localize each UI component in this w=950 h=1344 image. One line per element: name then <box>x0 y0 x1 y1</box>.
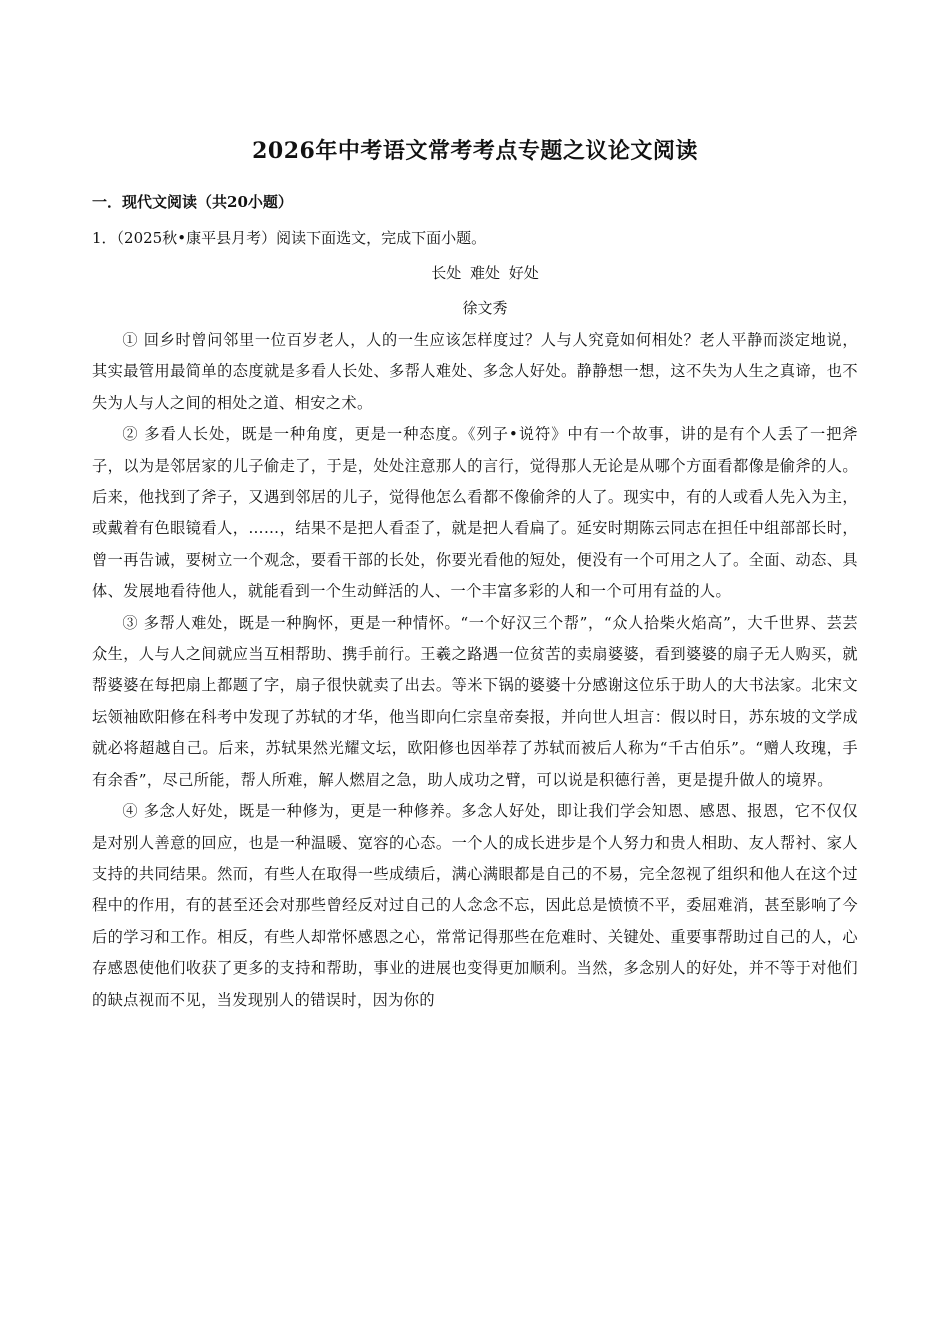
article-body <box>92 325 858 1016</box>
question-intro: 1．（2025秋•康平县月考）阅读下面选文，完成下面小题。 <box>92 229 487 247</box>
document-title: 2026年中考语文常考考点专题之议论文阅读 <box>252 138 698 164</box>
article-author: 徐文秀 <box>462 299 508 317</box>
paragraph-4: ④ 多念人好处，既是一种修为，更是一种修养。多念人好处，即让我们学会知恩、感恩、报恩，它不仅仅是对别人善意的回应，也是一种温暖、宽容的心态。一个人的成长进步是个人努力和贵人相助、友人帮衬、家人支持的共同结果。然而，有些人在取得一些成绩后，满心满眼都是自己的不易，完全忽视了组织和他人在这个过程中的作用，有的甚至还会对那些曾经反对过自己的人念念不忘，因此总是愤愤不平，委屈难消，甚至影响了今后的学习和工作。相反，有些人却常怀感恩之心，常常记得那些在危难时、关键处、重要事帮助过自己的人，心存感恩使他们收获了更多的支持和帮助，事业的进展也变得更加顺利。当然，多念别人的好处，并不等于对他们的缺点视而不见，当发现别人的错误时，因为你的 <box>92 802 858 1009</box>
section-heading: 一．现代文阅读（共20小题） <box>92 193 293 211</box>
article-title: 长处 难处 好处 <box>431 264 539 282</box>
paragraph-3: ③ 多帮人难处，既是一种胸怀，更是一种情怀。“一个好汉三个帮”，“众人拾柴火焰高”，大千世界、芸芸众生，人与人之间就应当互相帮助、携手前行。王羲之路遇一位贫苦的卖扇婆婆，看到婆婆的扇子无人购买，就帮婆婆在每把扇上都题了字，扇子很快就卖了出去。等米下锅的婆婆十分感谢这位乐于助人的大书法家。北宋文坛领袖欧阳修在科考中发现了苏轼的才华，他当即向仁宗皇帝奏报，并向世人坦言：假以时日，苏东坡的文学成就必将超越自己。后来，苏轼果然光耀文坛，欧阳修也因举荐了苏轼而被后人称为“千古伯乐”。“赠人玫瑰，手有余香”，尽己所能，帮人所难，解人燃眉之急，助人成功之臂，可以说是积德行善，更是提升做人的境界。 <box>92 613 858 789</box>
paragraph-1: ① 回乡时曾问邻里一位百岁老人，人的一生应该怎样度过？人与人究竟如何相处？老人平静而淡定地说，其实最管用最简单的态度就是多看人长处、多帮人难处、多念人好处。静静想一想，这不失为人生之真谛，也不失为人与人之间的相处之道、相安之术。 <box>92 331 858 412</box>
paragraph-2: ② 多看人长处，既是一种角度，更是一种态度。《列子•说符》中有一个故事，讲的是有个人丢了一把斧子，以为是邻居家的儿子偷走了，于是，处处注意那人的言行，觉得那人无论是从哪个方面看都像是偷斧的人。后来，他找到了斧子，又遇到邻居的儿子，觉得他怎么看都不像偷斧的人了。现实中，有的人或看人先入为主，或戴着有色眼镜看人，……，结果不是把人看歪了，就是把人看扁了。延安时期陈云同志在担任中组部部长时，曾一再告诫，要树立一个观念，要看干部的长处，你要光看他的短处，便没有一个可用之人了。全面、动态、具体、发展地看待他人，就能看到一个生动鲜活的人、一个丰富多彩的人和一个可用有益的人。 <box>92 425 858 601</box>
